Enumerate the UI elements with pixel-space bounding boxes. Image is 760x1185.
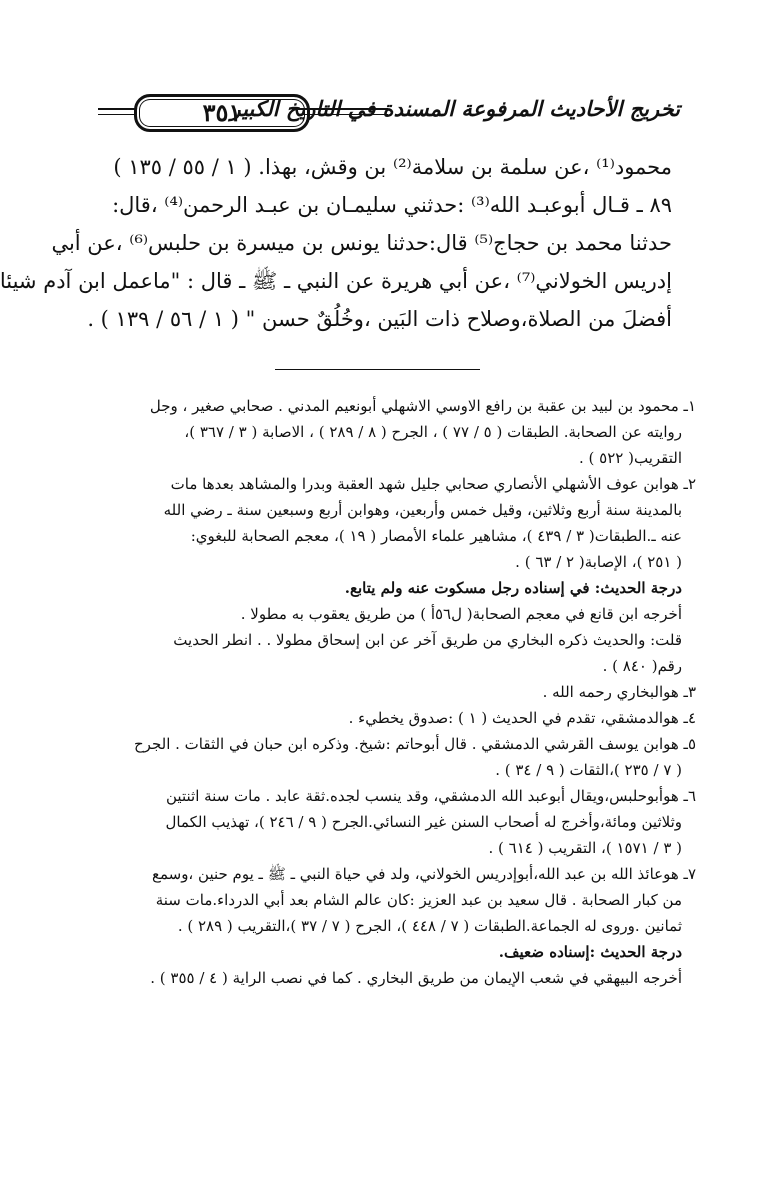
- footnote-2-line-2: بالمدينة سنة أربع وثلاثين، وقيل خمس وأربعين، وهوابن أربع وسبعين سنة ـ رضي الله: [163, 501, 682, 519]
- footnote-6-line-1: ٦ـ هوأبوحلبس،ويقال أبوعبد الله الدمشقي، وقد ينسب لجده.ثقة عابد . مات سنة اثنتين: [166, 787, 696, 805]
- footnote-7-line-3: ثمانين .وروى له الجماعة.الطبقات ( ٧ / ٤٤٨ )، الجرح ( ٧ / ٣٧ )،التقريب ( ٢٨٩ ) .: [177, 917, 682, 935]
- hadith-grade-1-label: درجة الحديث:: [594, 579, 682, 597]
- footnote-1-line-2: روايته عن الصحابة. الطبقات ( ٥ / ٧٧ ) ، الجرح ( ٨ / ٢٨٩ ) ، الاصابة ( ٣ / ٣٦٧ )،: [184, 423, 682, 441]
- hadith-grade-2-label: درجة الحديث :: [589, 943, 682, 961]
- footnote-2-line-6: قلت: والحديث ذكره البخاري من طريق آخر عن ابن إسحاق مطولا . . انطر الحديث: [173, 631, 682, 649]
- page-number: ٣٥١: [202, 98, 242, 127]
- footnote-6-line-3: ( ٣ / ١٥٧١ )، التقريب ( ٦١٤ ) .: [488, 839, 682, 857]
- running-title: تخريج الأحاديث المرفوعة المسندة في التاريخ الكبير: [230, 96, 680, 121]
- footnote-2-line-5: أخرجه ابن قانع في معجم الصحابة( ل٥٦أ ) من طريق يعقوب به مطولا .: [240, 605, 682, 623]
- footnote-6-line-2: وثلاثين ومائة،وأخرج له أصحاب السنن غير النسائي.الجرح ( ٩ / ٢٤٦ )، تهذيب الكمال: [165, 813, 682, 831]
- page-number-frame: [134, 94, 310, 132]
- footnote-4: ٤ـ هوالدمشقي، تقدم في الحديث ( ١ ) :صدوق يخطيء .: [348, 709, 696, 727]
- main-text: [0, 148, 672, 338]
- footnote-7-line-4: أخرجه البيهقي في شعب الإيمان من طريق البخاري . كما في نصب الراية ( ٤ / ٣٥٥ ) .: [150, 969, 682, 987]
- main-line-1: محمود⁽¹⁾ ،عن سلمة بن سلامة⁽²⁾ بن وقش، بهذا. ( ١ / ٥٥ / ١٣٥ ): [113, 155, 672, 179]
- hadith-grade-1-value: في إسناده رجل مسكوت عنه ولم يتابع.: [344, 579, 595, 597]
- main-line-3: حدثنا محمد بن حجاج⁽⁵⁾ قال:حدثنا يونس بن ميسرة بن حلبس⁽⁶⁾ ،عن أبي: [51, 231, 672, 255]
- footnote-2-line-1: ٢ـ هوابن عوف الأشهلي الأنصاري صحابي جليل شهد العقبة وبدرا والمشاهد بعدها مات: [170, 475, 696, 493]
- footnote-5-line-1: ٥ـ هوابن يوسف القرشي الدمشقي . قال أبوحاتم :شيخ. وذكره ابن حبان في الثقات . الجرح: [133, 735, 696, 753]
- main-line-5: أفضلَ من الصلاة،وصلاح ذات البَين ،وخُلُقٌ حسن " ( ١ / ٥٦ / ١٣٩ ) .: [87, 307, 672, 331]
- footnote-1-line-3: التقريب( ٥٢٢ ) .: [579, 449, 682, 467]
- header-rule-right: [298, 108, 388, 115]
- footnotes: [62, 393, 696, 991]
- main-line-2: ٨٩ ـ قـال أبوعبـد الله⁽³⁾ :حدثني سليمـان بن عبـد الرحمن⁽⁴⁾ ،قال:: [112, 193, 672, 217]
- footnote-2-line-4: ( ٢٥١ )، الإصابة( ٢ / ٦٣ ) .: [515, 553, 682, 571]
- footnote-divider: [275, 369, 480, 370]
- footnote-5-line-2: ( ٧ / ٢٣٥ )،الثقات ( ٩ / ٣٤ ) .: [495, 761, 682, 779]
- footnote-1-line-1: ١ـ محمود بن لبيد بن عقبة بن رافع الاوسي الاشهلي أبونعيم المدني . صحابي صغير ، وجل: [149, 397, 696, 415]
- footnote-3: ٣ـ هوالبخاري رحمه الله .: [542, 683, 696, 701]
- hadith-grade-1: [62, 575, 696, 601]
- footnote-2-line-7: رقم( ٨٤٠ ) .: [602, 657, 682, 675]
- header-rule-left: [98, 108, 138, 115]
- hadith-grade-2: [62, 939, 696, 965]
- hadith-grade-2-value: إسناده ضعيف.: [498, 943, 590, 961]
- main-line-4: إدريس الخولاني⁽⁷⁾ ،عن أبي هريرة عن النبي ـ ﷺ ـ قال : "ماعمل ابن آدم شيئا: [0, 269, 672, 293]
- footnote-2-line-3: عنه ـ.الطبقات( ٣ / ٤٣٩ )، مشاهير علماء الأمصار ( ١٩ )، معجم الصحابة للبغوي:: [190, 527, 682, 545]
- footnote-7-line-1: ٧ـ هوعائذ الله بن عبد الله،أبوإدريس الخولاني، ولد في حياة النبي ـ ﷺ ـ يوم حنين ،وسمع: [151, 865, 696, 883]
- page-header: [98, 92, 680, 144]
- footnote-7-line-2: من كبار الصحابة . قال سعيد بن عبد العزيز :كان عالم الشام بعد أبي الدرداء.مات سنة: [155, 891, 682, 909]
